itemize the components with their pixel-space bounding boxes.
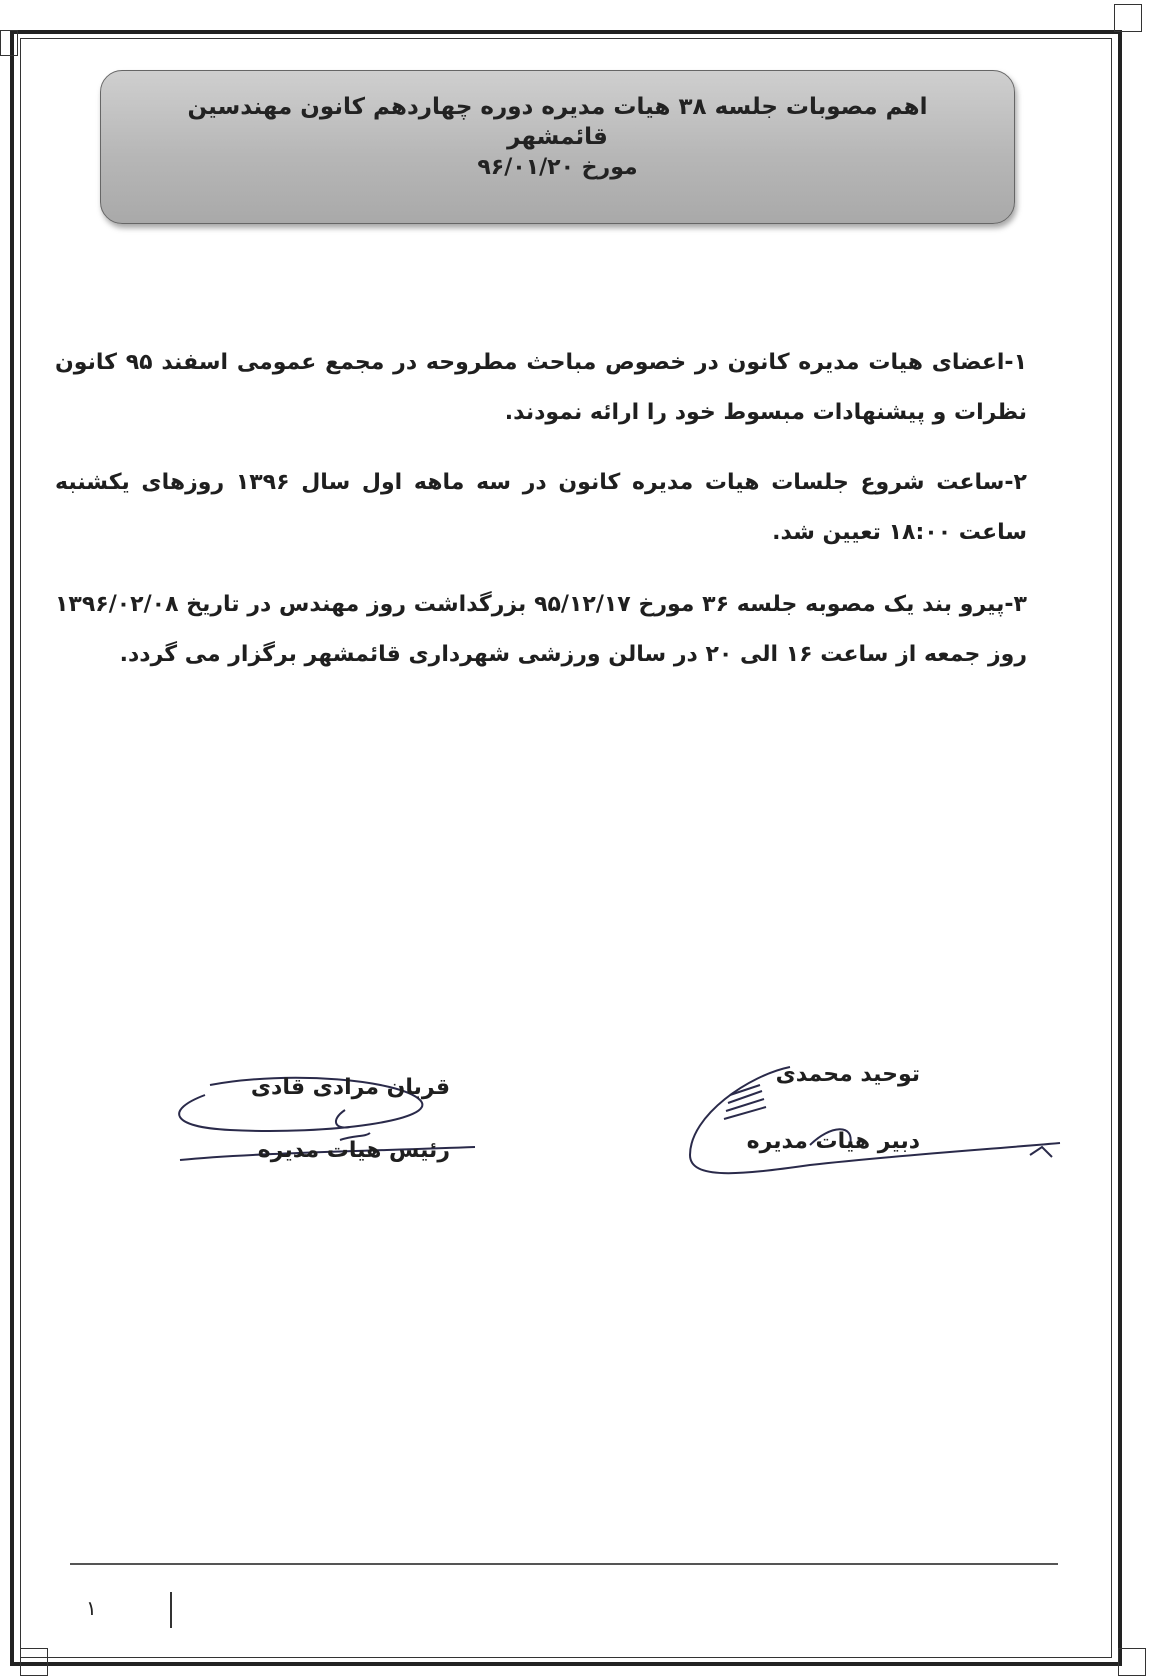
corner-ornament [20,1648,48,1676]
signatory-name: توحید محمدی [775,1062,920,1087]
page-border-inner [20,38,1112,1658]
footer-rule [70,1563,1058,1565]
signatory-role: دبیر هیات مدیره [746,1129,920,1154]
resolution-item: ۱-اعضای هیات مدیره کانون در خصوص مباحث مطروحه در مجمع عمومی اسفند ۹۵ کانون نظرات و پیشنهادات مبسوط خود را ارائه نمودند. [55,350,1027,425]
page-number: ۱ [86,1596,97,1620]
corner-ornament [1118,1648,1146,1676]
document-date: مورخ ۹۶/۰۱/۲۰ [477,155,638,180]
header-banner [100,70,1015,224]
signatory-role: رئیس هیات مدیره [257,1138,450,1163]
signature-block-secretary [690,1062,920,1154]
signature-block-chairman [170,1075,450,1163]
resolution-item: ۳-پیرو بند یک مصوبه جلسه ۳۶ مورخ ۹۵/۱۲/۱۷ بزرگداشت روز مهندس در تاریخ ۱۳۹۶/۰۲/۰۸ روز جمعه از ساعت ۱۶ الی ۲۰ در سالن ورزشی شهرداری قائمشهر برگزار می گردد. [55,592,1027,667]
corner-ornament [0,30,18,56]
document-title: اهم مصوبات جلسه ۳۸ هیات مدیره دوره چهاردهم کانون مهندسین قائمشهر [187,94,928,150]
footer-divider [170,1592,172,1628]
corner-ornament [1114,4,1142,32]
resolution-item: ۲-ساعت شروع جلسات هیات مدیره کانون در سه ماهه اول سال ۱۳۹۶ روزهای یکشنبه ساعت ۱۸:۰۰ تعیین شد. [55,470,1027,545]
signatory-name: قربان مرادی قادی [250,1075,450,1100]
